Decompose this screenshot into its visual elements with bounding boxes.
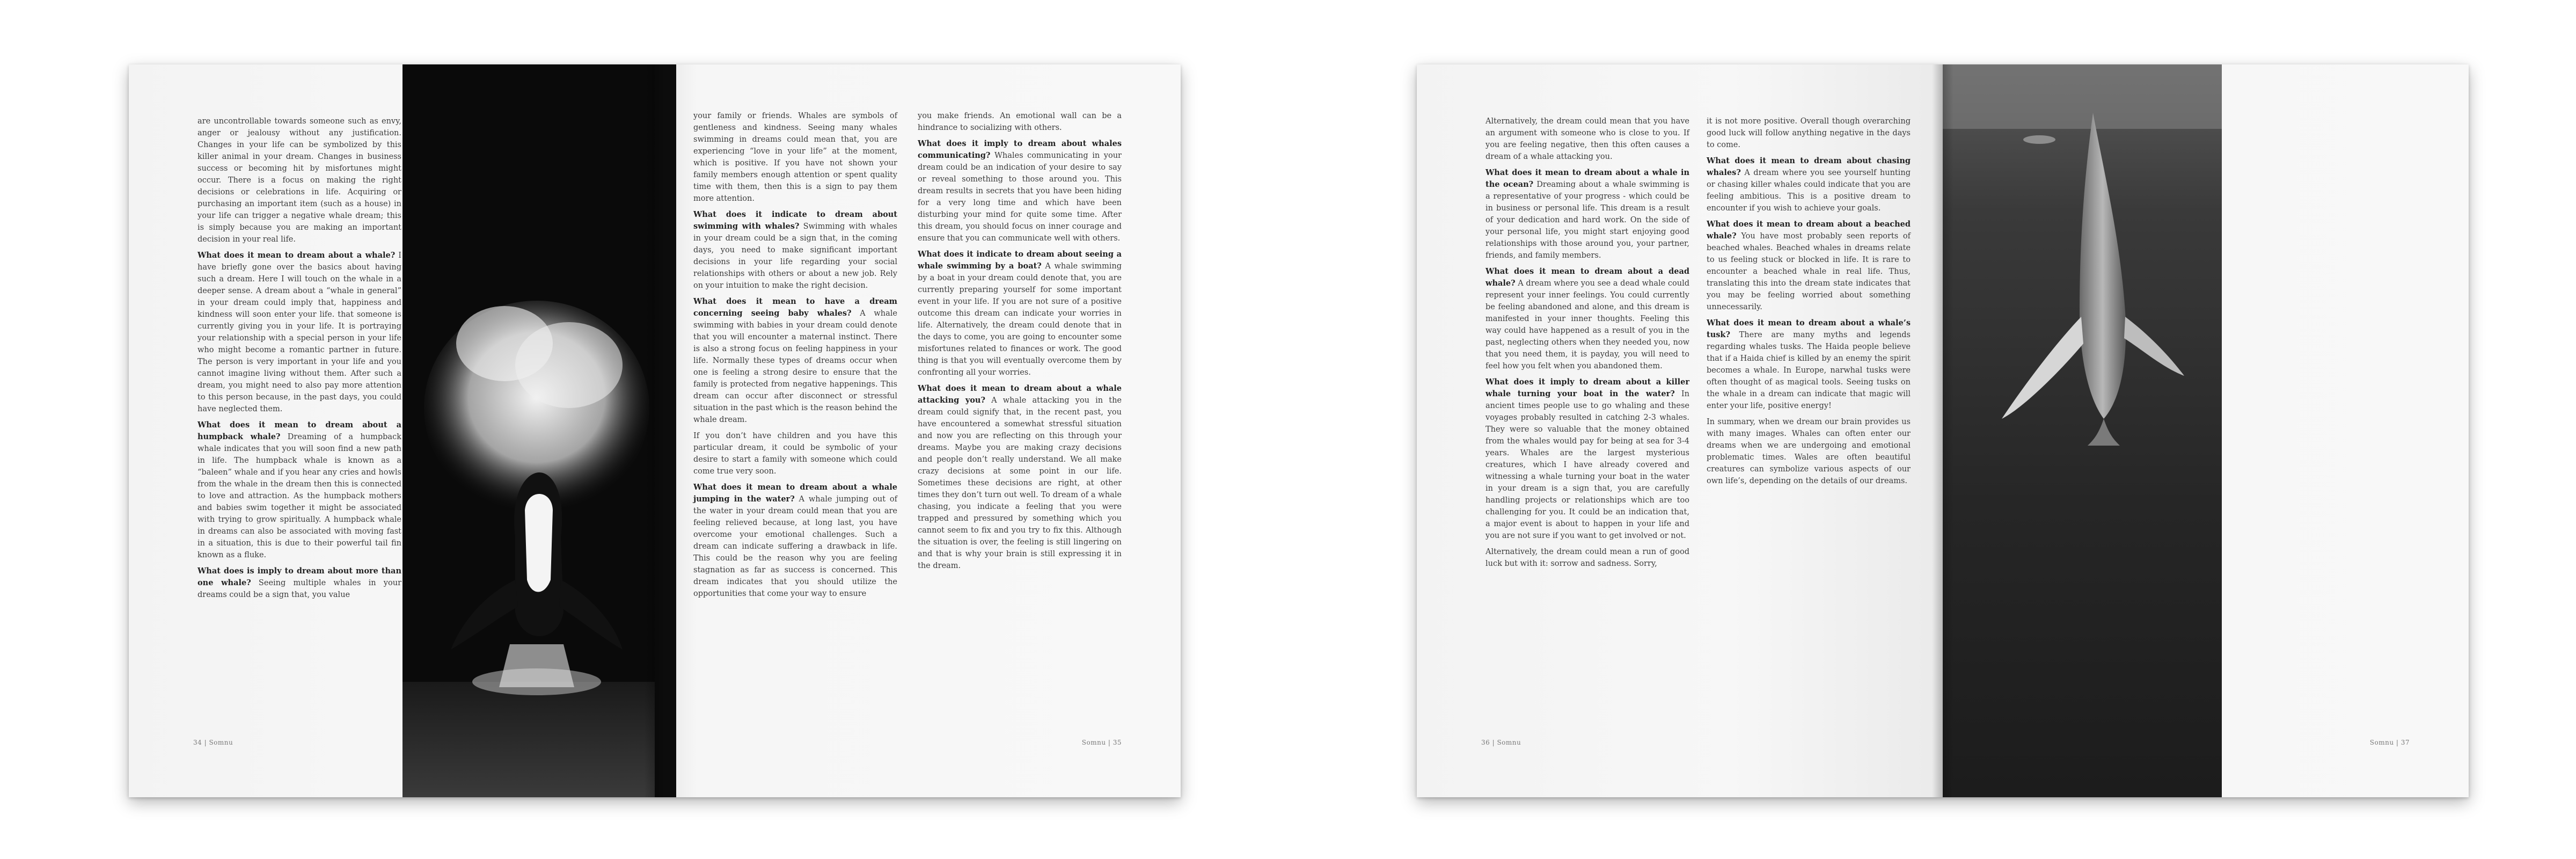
question-heading: What does it mean to dream about a dead whale? xyxy=(1485,267,1689,288)
paragraph-text: Seeing multiple whales in your dreams could be a sign that, you value xyxy=(197,579,402,599)
orca-breach-photo xyxy=(402,64,655,797)
humpback-photo-illustration xyxy=(1943,64,2222,797)
paragraph-text: you make friends. An emotional wall can be a hindrance to socializing with others. xyxy=(918,112,1122,132)
paragraph-text: Whales communicating in your dream could be an indication of your desire to say or reveal something to those around you. This dream results in secrets that you have been hiding for a very long time and which have been disturbing your mind for quite some time. After this dream, you should focus on inner courage and ensure that you can communicate well with others. xyxy=(918,151,1122,243)
question-heading: What does it mean to dream about a beached whale? xyxy=(1707,220,1911,241)
question-heading: What does it mean to dream about a humpback whale? xyxy=(197,420,401,441)
question-heading: What does it mean to dream about a whale? xyxy=(197,251,396,260)
paragraph-text: A whale attacking you in the dream could signify that, in the recent past, you have encountered a somewhat stressful situation and now you are reflecting on this through your dreams. Maybe you are making crazy decisions and people don’t really understand. We all make crazy decisions at some point in our life. Sometimes these decisions are right, at other times they don’t turn out well. To dream of a whale chasing, you indicate a feeling that you were trapped and pressured by something which you cannot seem to fix and you try to fix this. Although the situation is over, the feeling is still lingering on and that is why your brain is still expressing it in the dream. xyxy=(918,396,1122,570)
page-35-folio: Somnu | 35 xyxy=(1081,739,1122,746)
paragraph-text: In ancient times people use to go whaling and these voyages probably resulted in catching 2-3 whales. They were so valuable that the money obtained from the whales would pay for being at sea for 3-4 years. Whales are the largest mysterious creatures, which I have already covered and witnessing a whale turning your boat in the water in your dream is a sign that, you are carefully handling projects or relationships which are too challenging for you. It could be an indication that, a major event is about to happen in your life and you are not sure if you want to get involved or not. xyxy=(1485,390,1689,540)
paragraph xyxy=(197,115,401,245)
question-heading: What does it imply to dream about whales communicating? xyxy=(918,139,1122,160)
magazine-spread-right xyxy=(1417,64,2469,797)
paragraph xyxy=(918,110,1122,134)
paragraph-text: A dream where you see yourself hunting or chasing killer whales could indicate that you are feeling ambitious. This is a positive dream to encounter if you wish to achieve your goals. xyxy=(1707,169,1911,213)
paragraph-text: There are many myths and legends regarding whales tusks. The Haida people believe that if a Haida chief is killed by an enemy the spirit becomes a whale. In Europe, narwhal tusks were often thought of as magical tools. Seeing tusks on the whale in a dream can indicate that magic will enter your life, positive energy! xyxy=(1707,331,1911,410)
page-35 xyxy=(655,64,1181,797)
paragraph xyxy=(693,296,897,426)
paragraph xyxy=(197,419,401,561)
paragraph xyxy=(693,209,897,292)
page-35-text-column-2 xyxy=(918,110,1122,576)
page-37 xyxy=(1943,64,2469,797)
paragraph-text: In summary, when we dream our brain provides us with many images. Whales can often enter our dreams when we are undergoing and emotional problematic times. Wales are often beautiful creatures can symbolize various aspects of our own life’s, depending on the details of our dreams. xyxy=(1707,418,1911,485)
spread-right-gutter xyxy=(1932,64,1953,797)
paragraph xyxy=(1707,115,1911,151)
humpback-underwater-photo xyxy=(1943,64,2222,797)
paragraph-text: A dream where you see a dead whale could represent your inner feelings. You could currently be feeling abandoned and alone, and this dream is manifested in your inner thoughts. Feeling this way could have happened as a result of you in the past, neglecting others when they needed you, now that you need them, it is payday, you will need to feel how you felt when you abandoned them. xyxy=(1485,279,1689,370)
paragraph-text: Swimming with whales in your dream could be a sign that, in the coming days, you need to make significant important decisions in your life regarding your social relationships with others or about a new job. Rely on your intuition to make the right decision. xyxy=(693,222,898,290)
page-37-folio: Somnu | 37 xyxy=(2369,739,2410,746)
paragraph xyxy=(918,138,1122,244)
paragraph xyxy=(197,250,401,415)
paragraph xyxy=(1707,155,1911,214)
paragraph-text: You have most probably seen reports of beached whales. Beached whales in dreams relate to us feeling stuck or blocked in life. It is rare to encounter a beached whale in real life. Thus, translating this into the dream state indicates that you may be feeling worried about something unnecessarily. xyxy=(1707,232,1911,311)
paragraph xyxy=(693,110,897,205)
paragraph xyxy=(1485,167,1689,261)
paragraph-text: A whale swimming with babies in your dream could denote that you will encounter a maternal instinct. There is also a strong focus on feeling happiness in your life. Normally these types of dreams occur when one is feeling a strong desire to ensure that the family is protected from negative happenings. This dream can occur after disconnect or stressful situation in the past which is the reason behind the whale dream. xyxy=(693,309,897,424)
paragraph xyxy=(1707,219,1911,313)
page-35-text-column-1 xyxy=(693,110,897,604)
page-36-folio: 36 | Somnu xyxy=(1481,739,1521,746)
paragraph xyxy=(918,249,1122,378)
paragraph xyxy=(1485,115,1689,163)
page-34-folio: 34 | Somnu xyxy=(193,739,233,746)
question-heading: What does it mean to have a dream concerning seeing baby whales? xyxy=(693,297,897,318)
magazine-spread-left xyxy=(129,64,1181,797)
question-heading: What does it imply to dream about a killer whale turning your boat in the water? xyxy=(1485,377,1689,398)
question-heading: What does it mean to dream about a whale’s tusk? xyxy=(1707,318,1911,339)
paragraph-text: I have briefly gone over the basics about having such a dream. Here I will touch on the whale in a deeper sense. A dream about a “whale in general” in your dream could imply that, happiness and kindness will soon enter your life. that someone is currently giving you in your life. It is portraying your relationship with a special person in your life who might become a romantic partner in future. The person is very important in your life and you cannot imagine living without them. After such a dream, you might need to also pay more attention to this person because, in the past days, you could have neglected them. xyxy=(197,251,401,413)
question-heading: What does it mean to dream about chasing whales? xyxy=(1707,156,1911,177)
paragraph xyxy=(693,430,897,477)
paragraph xyxy=(1707,317,1911,412)
page-36 xyxy=(1417,64,1943,797)
question-heading: What does it mean to dream about a whale in the ocean? xyxy=(1485,168,1689,189)
paragraph xyxy=(918,383,1122,572)
paragraph xyxy=(1485,546,1689,570)
paragraph xyxy=(1485,266,1689,372)
paragraph-text: If you don’t have children and you have this particular dream, it could be symbolic of your desire to start a family with someone which could come true very soon. xyxy=(693,432,897,476)
orca-photo-illustration xyxy=(402,64,655,797)
paragraph xyxy=(693,482,897,600)
question-heading: What does is imply to dream about more than one whale? xyxy=(197,566,401,587)
page-36-text-column-2 xyxy=(1707,115,1911,491)
paragraph-text: Alternatively, the dream could mean that you have an argument with someone who is close to you. If you are feeling negative, then this often causes a dream of a whale attacking you. xyxy=(1485,117,1689,161)
question-heading: What does it indicate to dream about seeing a whale swimming by a boat? xyxy=(918,250,1122,271)
paragraph xyxy=(197,565,401,601)
paragraph-text: Dreaming of a humpback whale indicates that you will soon find a new path in life. The humpback whale is known as a “baleen” whale and if you hear any cries and howls from the whale in the dream then this is connected to love and attraction. As the humpback mothers and babies swim together it might be associated with trying to grow spiritually. A humpback whale in dreams can also be associated with moving fast in a situation, this is due to their powerful tail fin known as a fluke. xyxy=(197,433,401,559)
spread-left-gutter xyxy=(644,64,665,797)
page-34 xyxy=(129,64,655,797)
paragraph-text: A whale swimming by a boat in your dream could denote that, you are currently preparing yourself for some important event in your life. If you are not sure of a positive outcome this dream can indicate your worries in life. Alternatively, the dream could denote that in the days to come, you are going to encounter some misfortunes related to finances or work. The good thing is that you will eventually overcome them by confronting all your worries. xyxy=(918,262,1122,377)
question-heading: What does it mean to dream about a whale jumping in the water? xyxy=(693,483,897,504)
question-heading: What does it mean to dream about a whale attacking you? xyxy=(918,384,1122,405)
paragraph xyxy=(1707,416,1911,487)
paragraph-text: A whale jumping out of the water in your dream could mean that you are feeling relieved because, at long last, you have overcome your emotional challenges. Such a dream can indicate suffering a drawback in life. This could be the reason why you are feeling stagnation as far as success is concerned. This dream indicates that you should utilize the opportunities that come your way to ensure xyxy=(693,495,898,598)
page-34-text-column xyxy=(197,115,401,605)
paragraph-text: your family or friends. Whales are symbols of gentleness and kindness. Seeing many whales swimming in dreams could mean that, you are experiencing “love in your life” at the moment, which is positive. If you have not shown your family members enough attention or spent quality time with them, then this is a sign to pay them more attention. xyxy=(693,112,897,203)
paragraph-text: Dreaming about a whale swimming is a representative of your progress - which could be in business or personal life. This dream is a result of your dedication and hard work. On the side of your personal life, you might start enjoying good relationships with those around you, your partner, friends, and family members. xyxy=(1485,180,1689,260)
question-heading: What does it indicate to dream about swimming with whales? xyxy=(693,210,897,231)
paragraph-text: Alternatively, the dream could mean a run of good luck but with it: sorrow and sadness. Sorry, xyxy=(1485,548,1689,568)
paragraph xyxy=(1485,376,1689,542)
page-36-text-column-1 xyxy=(1485,115,1689,574)
paragraph-text: it is not more positive. Overall though overarching good luck will follow anything negative in the days to come. xyxy=(1707,117,1911,149)
paragraph-text: are uncontrollable towards someone such as envy, anger or jealousy without any justification. Changes in your life can be symbolized by this killer animal in your dream. Changes in business success or becoming hit by misfortunes might occur. There is a focus on making the right decisions or celebrations in life. Acquiring or purchasing an important item (such as a house) in your life can trigger a negative whale dream; this is simply because you are making an important decision in your real life. xyxy=(197,117,401,244)
